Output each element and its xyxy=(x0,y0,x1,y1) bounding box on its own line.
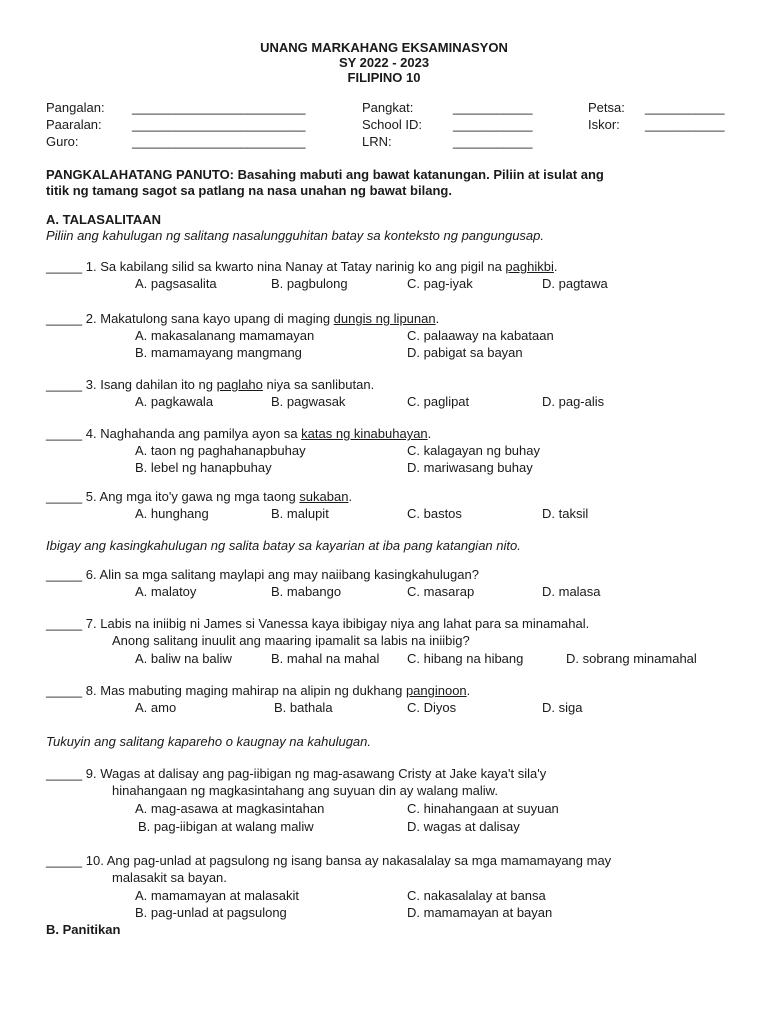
underlined-word: panginoon xyxy=(405,683,467,698)
pangkat-blank[interactable]: ___________ xyxy=(453,100,533,115)
section-a-instruction-2: Ibigay ang kasingkahulugan ng salita batay sa kayarian at iba pang katangian nito. xyxy=(46,538,521,553)
q1-choice-a[interactable]: A. pagsasalita xyxy=(135,276,217,291)
lrn-blank[interactable]: ___________ xyxy=(453,134,533,149)
q5-choice-c[interactable]: C. bastos xyxy=(407,506,462,521)
q3-choice-b[interactable]: B. pagwasak xyxy=(271,394,346,409)
q7-choice-c[interactable]: C. hibang na hibang xyxy=(407,651,524,666)
pangalan-label: Pangalan: xyxy=(46,100,105,115)
pangalan-blank[interactable]: ________________________ xyxy=(132,100,306,115)
underlined-word: sukaban xyxy=(299,489,349,504)
exam-title: UNANG MARKAHANG EKSAMINASYON xyxy=(260,40,508,55)
question-3: _____ 3. Isang dahilan ito ng paglaho niya sa sanlibutan. xyxy=(46,377,375,392)
question-7: _____ 7. Labis na iniibig ni James si Vanessa kaya ibibigay niya ang lahat para sa minamahal. xyxy=(46,616,590,631)
iskor-label: Iskor: xyxy=(588,117,620,132)
q7-choice-b[interactable]: B. mahal na mahal xyxy=(271,651,380,666)
question-8: _____ 8. Mas mabuting maging mahirap na alipin ng dukhang panginoon. xyxy=(46,683,471,698)
q4-choice-b[interactable]: B. lebel ng hanapbuhay xyxy=(135,460,272,475)
answer-blank[interactable]: _____ xyxy=(46,853,83,868)
q3-choice-d[interactable]: D. pag-alis xyxy=(542,394,605,409)
underlined-word: paglaho xyxy=(216,377,263,392)
question-9: _____ 9. Wagas at dalisay ang pag-iibigan ng mag-asawang Cristy at Jake kaya't sila'y xyxy=(46,766,547,781)
petsa-label: Petsa: xyxy=(588,100,625,115)
q4-choice-c[interactable]: C. kalagayan ng buhay xyxy=(407,443,540,458)
guro-label: Guro: xyxy=(46,134,79,149)
q10-choice-a[interactable]: A. mamamayan at malasakit xyxy=(135,888,300,903)
answer-blank[interactable]: _____ xyxy=(46,377,83,392)
underlined-word: paghikbi xyxy=(505,259,554,274)
paaralan-label: Paaralan: xyxy=(46,117,102,132)
underlined-word: dungis ng lipunan xyxy=(333,311,436,326)
underlined-word: katas ng kinabuhayan xyxy=(301,426,428,441)
q8-choice-c[interactable]: C. Diyos xyxy=(407,700,457,715)
answer-blank[interactable]: _____ xyxy=(46,489,83,504)
q2-choice-d[interactable]: D. pabigat sa bayan xyxy=(407,345,523,360)
schoolid-label: School ID: xyxy=(362,117,422,132)
q10-choice-b[interactable]: B. pag-unlad at pagsulong xyxy=(135,905,287,920)
answer-blank[interactable]: _____ xyxy=(46,766,83,781)
school-year: SY 2022 - 2023 xyxy=(338,55,430,70)
section-a-instruction-3: Tukuyin ang salitang kapareho o kaugnay na kahulugan. xyxy=(46,734,371,749)
lrn-label: LRN: xyxy=(362,134,392,149)
q9-choice-b[interactable]: B. pag-iibigan at walang maliw xyxy=(138,819,314,834)
q1-choice-d[interactable]: D. pagtawa xyxy=(542,276,608,291)
paaralan-blank[interactable]: ________________________ xyxy=(132,117,306,132)
section-b-title: B. Panitikan xyxy=(46,922,121,937)
answer-blank[interactable]: _____ xyxy=(46,683,83,698)
q8-choice-d[interactable]: D. siga xyxy=(542,700,583,715)
q9-choice-c[interactable]: C. hinahangaan at suyuan xyxy=(407,801,559,816)
iskor-blank[interactable]: ___________ xyxy=(645,117,725,132)
q4-choice-a[interactable]: A. taon ng paghahanapbuhay xyxy=(135,443,306,458)
q5-choice-b[interactable]: B. malupit xyxy=(271,506,329,521)
q10-choice-c[interactable]: C. nakasalalay at bansa xyxy=(407,888,546,903)
q2-choice-b[interactable]: B. mamamayang mangmang xyxy=(135,345,302,360)
answer-blank[interactable]: _____ xyxy=(46,426,83,441)
subject: FILIPINO 10 xyxy=(347,70,421,85)
question-1: _____ 1. Sa kabilang silid sa kwarto nina Nanay at Tatay narinig ko ang pigil na paghikbi. xyxy=(46,259,558,274)
q9-choice-a[interactable]: A. mag-asawa at magkasintahan xyxy=(135,801,325,816)
question-6: _____ 6. Alin sa mga salitang maylapi ang may naiibang kasingkahulugan? xyxy=(46,567,479,582)
q8-choice-b[interactable]: B. bathala xyxy=(274,700,333,715)
petsa-blank[interactable]: ___________ xyxy=(645,100,725,115)
q6-choice-d[interactable]: D. malasa xyxy=(542,584,601,599)
q3-choice-c[interactable]: C. paglipat xyxy=(407,394,470,409)
q3-choice-a[interactable]: A. pagkawala xyxy=(135,394,214,409)
q4-choice-d[interactable]: D. mariwasang buhay xyxy=(407,460,533,475)
section-a-title: A. TALASALITAAN xyxy=(46,212,162,227)
question-10-line2: malasakit sa bayan. xyxy=(112,870,227,885)
answer-blank[interactable]: _____ xyxy=(46,259,83,274)
q1-choice-c[interactable]: C. pag-iyak xyxy=(407,276,473,291)
q8-choice-a[interactable]: A. amo xyxy=(135,700,177,715)
answer-blank[interactable]: _____ xyxy=(46,311,83,326)
panuto-line2: titik ng tamang sagot sa patlang na nasa unahan ng bawat bilang. xyxy=(46,183,452,198)
q10-choice-d[interactable]: D. mamamayan at bayan xyxy=(407,905,553,920)
section-a-instruction-1: Piliin ang kahulugan ng salitang nasalungguhitan batay sa konteksto ng pangungusap. xyxy=(46,228,544,243)
q5-choice-a[interactable]: A. hunghang xyxy=(135,506,209,521)
q5-choice-d[interactable]: D. taksil xyxy=(542,506,589,521)
q7-choice-a[interactable]: A. baliw na baliw xyxy=(135,651,232,666)
q9-choice-d[interactable]: D. wagas at dalisay xyxy=(407,819,520,834)
q2-choice-a[interactable]: A. makasalanang mamamayan xyxy=(135,328,315,343)
question-4: _____ 4. Naghahanda ang pamilya ayon sa katas ng kinabuhayan. xyxy=(46,426,432,441)
guro-blank[interactable]: ________________________ xyxy=(132,134,306,149)
answer-blank[interactable]: _____ xyxy=(46,616,83,631)
question-7-line2: Anong salitang inuulit ang maaring ipamalit sa labis na iniibig? xyxy=(112,633,470,648)
schoolid-blank[interactable]: ___________ xyxy=(453,117,533,132)
question-2: _____ 2. Makatulong sana kayo upang di maging dungis ng lipunan. xyxy=(46,311,440,326)
q1-choice-b[interactable]: B. pagbulong xyxy=(271,276,348,291)
q6-choice-c[interactable]: C. masarap xyxy=(407,584,475,599)
answer-blank[interactable]: _____ xyxy=(46,567,83,582)
q6-choice-a[interactable]: A. malatoy xyxy=(135,584,197,599)
question-9-line2: hinahangaan ng magkasintahang ang suyuan din ay walang maliw. xyxy=(112,783,498,798)
q2-choice-c[interactable]: C. palaaway na kabataan xyxy=(407,328,554,343)
panuto-line1: PANGKALAHATANG PANUTO: Basahing mabuti ang bawat katanungan. Piliin at isulat ang xyxy=(46,167,604,182)
question-5: _____ 5. Ang mga ito'y gawa ng mga taong sukaban. xyxy=(46,489,353,504)
pangkat-label: Pangkat: xyxy=(362,100,414,115)
question-10: _____ 10. Ang pag-unlad at pagsulong ng isang bansa ay nakasalalay sa mga mamamayang may xyxy=(46,853,612,868)
q7-choice-d[interactable]: D. sobrang minamahal xyxy=(566,651,697,666)
q6-choice-b[interactable]: B. mabango xyxy=(271,584,342,599)
